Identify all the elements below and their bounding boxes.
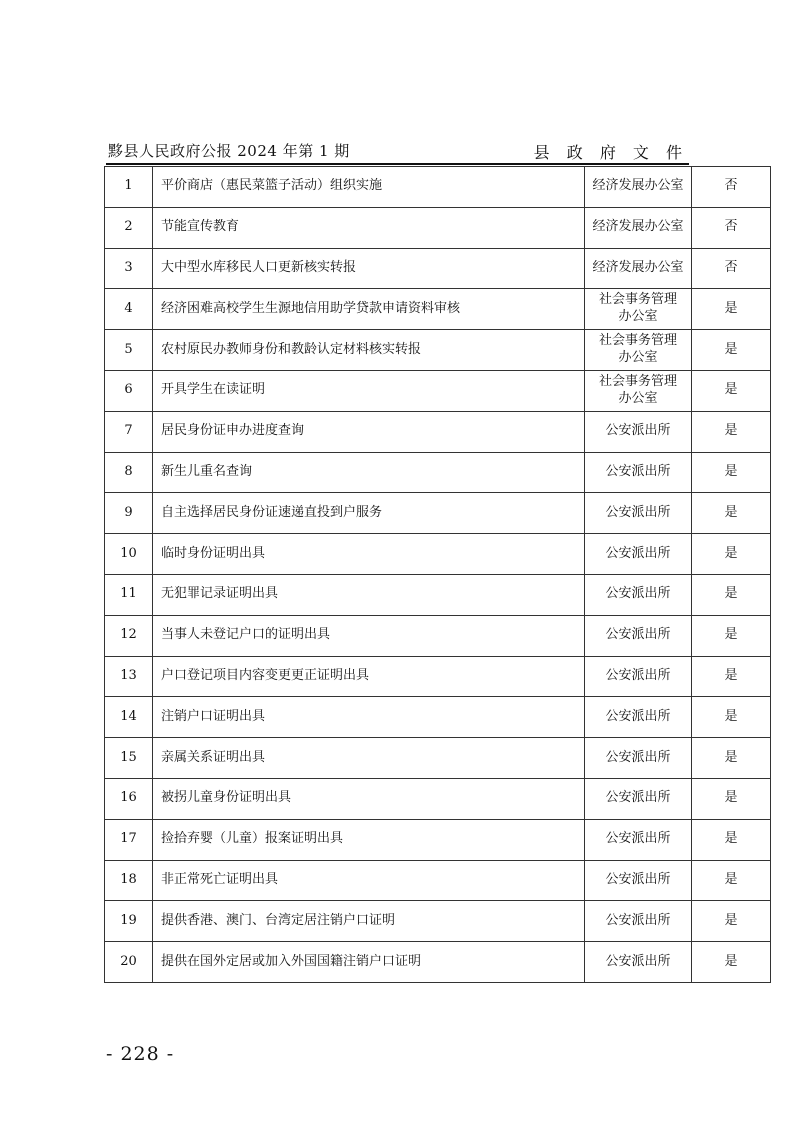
row-number-cell: 9 xyxy=(105,493,153,534)
department-cell: 公安派出所 xyxy=(585,860,692,901)
department-cell: 社会事务管理 办公室 xyxy=(585,289,692,330)
service-item-cell: 自主选择居民身份证速递直投到户服务 xyxy=(153,493,585,534)
table-row xyxy=(105,615,771,656)
table-row xyxy=(105,574,771,615)
service-item-cell: 新生儿重名查询 xyxy=(153,452,585,493)
applicable-flag-cell: 是 xyxy=(692,819,771,860)
service-item-cell: 节能宣传教育 xyxy=(153,207,585,248)
applicable-flag-cell: 是 xyxy=(692,656,771,697)
applicable-flag-cell: 是 xyxy=(692,330,771,371)
table-row xyxy=(105,697,771,738)
service-item-cell: 提供香港、澳门、台湾定居注销户口证明 xyxy=(153,901,585,942)
applicable-flag-cell: 是 xyxy=(692,289,771,330)
applicable-flag-cell: 是 xyxy=(692,860,771,901)
row-number-cell: 1 xyxy=(105,167,153,208)
service-item-cell: 临时身份证明出具 xyxy=(153,534,585,575)
row-number-cell: 19 xyxy=(105,901,153,942)
applicable-flag-cell: 否 xyxy=(692,167,771,208)
applicable-flag-cell: 是 xyxy=(692,452,771,493)
applicable-flag-cell: 是 xyxy=(692,942,771,983)
service-item-cell: 提供在国外定居或加入外国国籍注销户口证明 xyxy=(153,942,585,983)
row-number-cell: 11 xyxy=(105,574,153,615)
service-item-cell: 注销户口证明出具 xyxy=(153,697,585,738)
service-item-cell: 捡拾弃婴（儿童）报案证明出具 xyxy=(153,819,585,860)
department-cell: 公安派出所 xyxy=(585,697,692,738)
row-number-cell: 15 xyxy=(105,738,153,779)
table-row xyxy=(105,452,771,493)
row-number-cell: 14 xyxy=(105,697,153,738)
applicable-flag-cell: 是 xyxy=(692,493,771,534)
page-number: - 228 - xyxy=(106,1043,175,1065)
table-row xyxy=(105,534,771,575)
service-items-table xyxy=(104,166,771,983)
department-cell: 公安派出所 xyxy=(585,901,692,942)
department-cell: 公安派出所 xyxy=(585,819,692,860)
row-number-cell: 3 xyxy=(105,248,153,289)
header-rule-thick xyxy=(106,163,689,165)
applicable-flag-cell: 否 xyxy=(692,248,771,289)
department-cell: 公安派出所 xyxy=(585,778,692,819)
row-number-cell: 13 xyxy=(105,656,153,697)
table-row xyxy=(105,942,771,983)
department-cell: 公安派出所 xyxy=(585,738,692,779)
row-number-cell: 10 xyxy=(105,534,153,575)
department-cell: 公安派出所 xyxy=(585,452,692,493)
applicable-flag-cell: 是 xyxy=(692,411,771,452)
row-number-cell: 5 xyxy=(105,330,153,371)
department-cell: 社会事务管理 办公室 xyxy=(585,370,692,411)
service-item-cell: 亲属关系证明出具 xyxy=(153,738,585,779)
department-cell: 经济发展办公室 xyxy=(585,207,692,248)
applicable-flag-cell: 是 xyxy=(692,370,771,411)
department-cell: 公安派出所 xyxy=(585,411,692,452)
table-row xyxy=(105,167,771,208)
row-number-cell: 16 xyxy=(105,778,153,819)
table-row xyxy=(105,330,771,371)
row-number-cell: 17 xyxy=(105,819,153,860)
applicable-flag-cell: 是 xyxy=(692,534,771,575)
row-number-cell: 2 xyxy=(105,207,153,248)
table-row xyxy=(105,370,771,411)
department-cell: 社会事务管理 办公室 xyxy=(585,330,692,371)
table-row xyxy=(105,819,771,860)
table-row xyxy=(105,860,771,901)
department-cell: 公安派出所 xyxy=(585,574,692,615)
service-item-cell: 当事人未登记户口的证明出具 xyxy=(153,615,585,656)
department-cell: 公安派出所 xyxy=(585,493,692,534)
service-item-cell: 农村原民办教师身份和教龄认定材料核实转报 xyxy=(153,330,585,371)
row-number-cell: 7 xyxy=(105,411,153,452)
applicable-flag-cell: 否 xyxy=(692,207,771,248)
service-item-cell: 被拐儿童身份证明出具 xyxy=(153,778,585,819)
table-row xyxy=(105,901,771,942)
table-row xyxy=(105,738,771,779)
row-number-cell: 4 xyxy=(105,289,153,330)
table-row xyxy=(105,493,771,534)
service-item-cell: 经济困难高校学生生源地信用助学贷款申请资料审核 xyxy=(153,289,585,330)
table-row xyxy=(105,411,771,452)
service-item-cell: 平价商店（惠民菜篮子活动）组织实施 xyxy=(153,167,585,208)
service-item-cell: 大中型水库移民人口更新核实转报 xyxy=(153,248,585,289)
table-row xyxy=(105,289,771,330)
department-cell: 公安派出所 xyxy=(585,615,692,656)
section-title: 县 政 府 文 件 xyxy=(533,143,688,162)
service-item-cell: 户口登记项目内容变更更正证明出具 xyxy=(153,656,585,697)
service-item-cell: 无犯罪记录证明出具 xyxy=(153,574,585,615)
row-number-cell: 18 xyxy=(105,860,153,901)
service-item-cell: 居民身份证申办进度查询 xyxy=(153,411,585,452)
table-row xyxy=(105,778,771,819)
applicable-flag-cell: 是 xyxy=(692,697,771,738)
department-cell: 公安派出所 xyxy=(585,942,692,983)
page-header xyxy=(106,140,688,162)
department-cell: 经济发展办公室 xyxy=(585,248,692,289)
row-number-cell: 8 xyxy=(105,452,153,493)
row-number-cell: 12 xyxy=(105,615,153,656)
applicable-flag-cell: 是 xyxy=(692,778,771,819)
table-body xyxy=(105,167,771,983)
publication-title: 黟县人民政府公报 2024 年第 1 期 xyxy=(108,142,350,160)
row-number-cell: 20 xyxy=(105,942,153,983)
applicable-flag-cell: 是 xyxy=(692,738,771,779)
table-row xyxy=(105,248,771,289)
service-item-cell: 开具学生在读证明 xyxy=(153,370,585,411)
row-number-cell: 6 xyxy=(105,370,153,411)
applicable-flag-cell: 是 xyxy=(692,901,771,942)
table-row xyxy=(105,207,771,248)
department-cell: 经济发展办公室 xyxy=(585,167,692,208)
applicable-flag-cell: 是 xyxy=(692,574,771,615)
department-cell: 公安派出所 xyxy=(585,656,692,697)
table-row xyxy=(105,656,771,697)
department-cell: 公安派出所 xyxy=(585,534,692,575)
applicable-flag-cell: 是 xyxy=(692,615,771,656)
service-item-cell: 非正常死亡证明出具 xyxy=(153,860,585,901)
